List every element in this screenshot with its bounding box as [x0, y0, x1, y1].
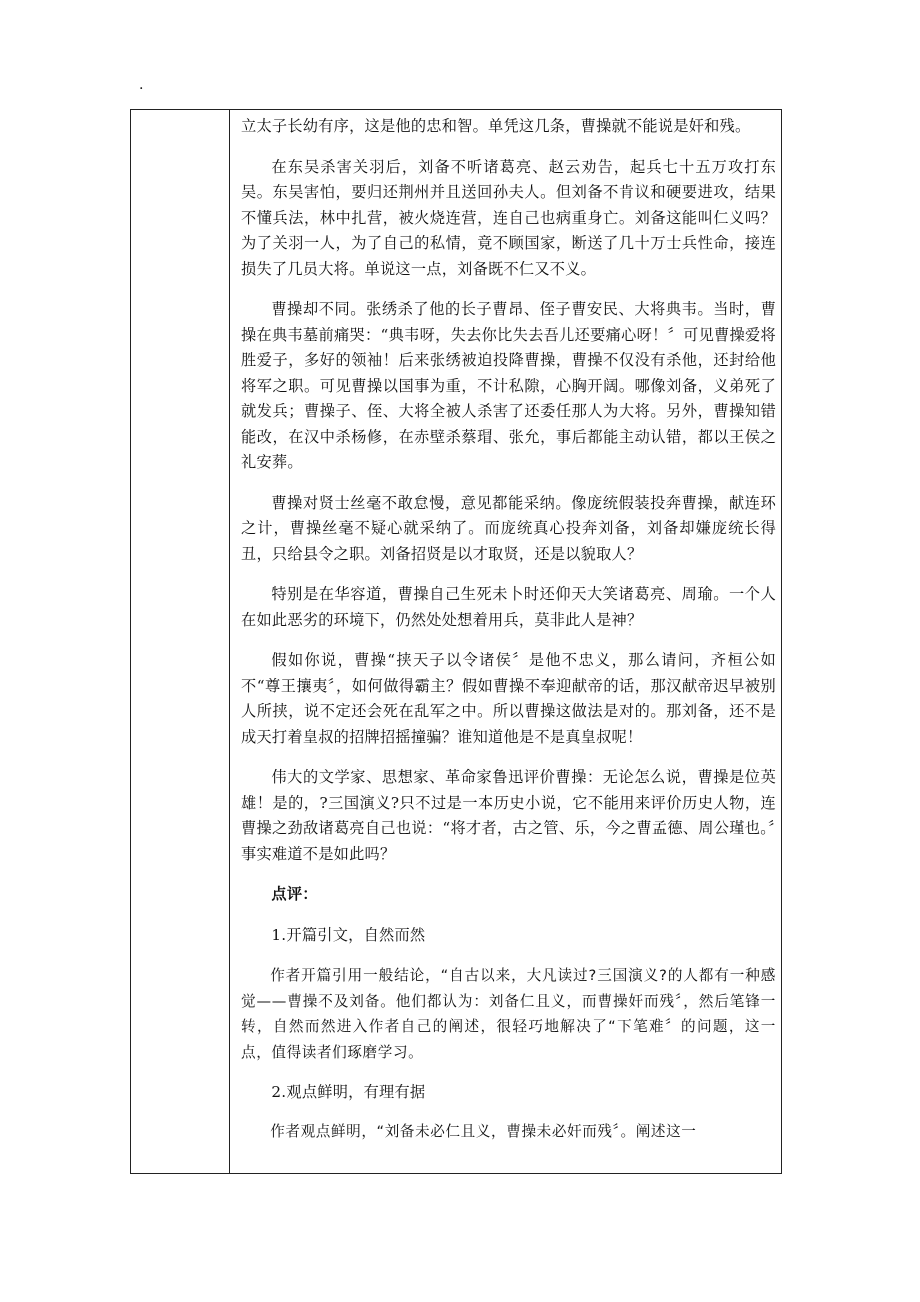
- point-2-title: 2.观点鲜明，有理有据: [271, 1083, 426, 1101]
- paragraph-7: 伟大的文学家、思想家、革命家鲁迅评价曹操：无论怎么说，曹操是位英雄！是的，?三国演义?只不过是一本历史小说，它不能用来评价历史人物，连曹操之劲敌诸葛亮自己也说：“将才者，古之管、乐，今之曹孟德、周公瑾也。〞事实难道不是如此吗？: [241, 768, 776, 863]
- essay-table: [130, 109, 782, 1174]
- paragraph-3: 曹操却不同。张绣杀了他的长子曹昂、侄子曹安民、大将典韦。当时，曹操在典韦墓前痛哭：“典韦呀，失去你比失去吾儿还要痛心呀！〞可见曹操爱将胜爱子，多好的领袖！后来张绣被迫投降曹操，曹操不仅没有杀他，还封给他将军之职。可见曹操以国事为重，不计私隙，心胸开阔。哪像刘备，义弟死了就发兵；曹操子、侄、大将全被人杀害了还委任那人为大将。另外，曹操知错能改，在汉中杀杨修，在赤壁杀蔡瑁、张允，事后都能主动认错，都以王侯之礼安葬。: [241, 300, 776, 471]
- essay-content: [241, 114, 776, 1144]
- paragraph-4: 曹操对贤士丝毫不敢怠慢，意见都能采纳。像庞统假装投奔曹操，献连环之计，曹操丝毫不疑心就采纳了。而庞统真心投奔刘备，刘备却嫌庞统长得丑，只给县令之职。刘备招贤是以才取贤，还是以貌取人？: [241, 493, 776, 563]
- comment-heading: 点评：: [271, 885, 318, 903]
- page-mark: .: [139, 77, 144, 93]
- paragraph-5: 特别是在华容道，曹操自己生死未卜时还仰天大笑诸葛亮、周瑜。一个人在如此恶劣的环境下，仍然处处想着用兵，莫非此人是神？: [241, 585, 776, 629]
- paragraph-6: 假如你说，曹操“挟天子以令诸侯〞是他不忠义，那么请问，齐桓公如不“尊王攘夷〞，如何做得霸主？假如曹操不奉迎献帝的话，那汉献帝迟早被别人所挟，说不定还会死在乱军之中。所以曹操这做法是对的。那刘备，还不是成天打着皇叔的招牌招摇撞骗？谁知道他是不是真皇叔呢！: [241, 651, 776, 746]
- paragraph-1: 立太子长幼有序，这是他的忠和智。单凭这几条，曹操就不能说是奸和残。: [241, 117, 751, 135]
- point-2-body: 作者观点鲜明，“刘备未必仁且义，曹操未必奸而残〞。阐述这一: [270, 1122, 697, 1140]
- paragraph-2: 在东吴杀害关羽后，刘备不听诸葛亮、赵云劝告，起兵七十五万攻打东吴。东吴害怕，要归还荆州并且送回孙夫人。但刘备不肯议和硬要进攻，结果不懂兵法，林中扎营，被火烧连营，连自己也病重身亡。刘备这能叫仁义吗？为了关羽一人，为了自己的私情，竟不顾国家，断送了几十万士兵性命，接连损失了几员大将。单说这一点，刘备既不仁又不义。: [241, 157, 776, 278]
- point-1-body: 作者开篇引用一般结论，“自古以来，大凡读过?三国演义?的人都有一种感觉——曹操不及刘备。他们都认为：刘备仁且义，而曹操奸而残〞，然后笔锋一转，自然而然进入作者自己的阐述，很轻巧地解决了“下笔难〞的问题，这一点，值得读者们琢磨学习。: [241, 967, 776, 1061]
- point-1-title: 1.开篇引文，自然而然: [271, 925, 426, 944]
- column-divider: [229, 110, 230, 1173]
